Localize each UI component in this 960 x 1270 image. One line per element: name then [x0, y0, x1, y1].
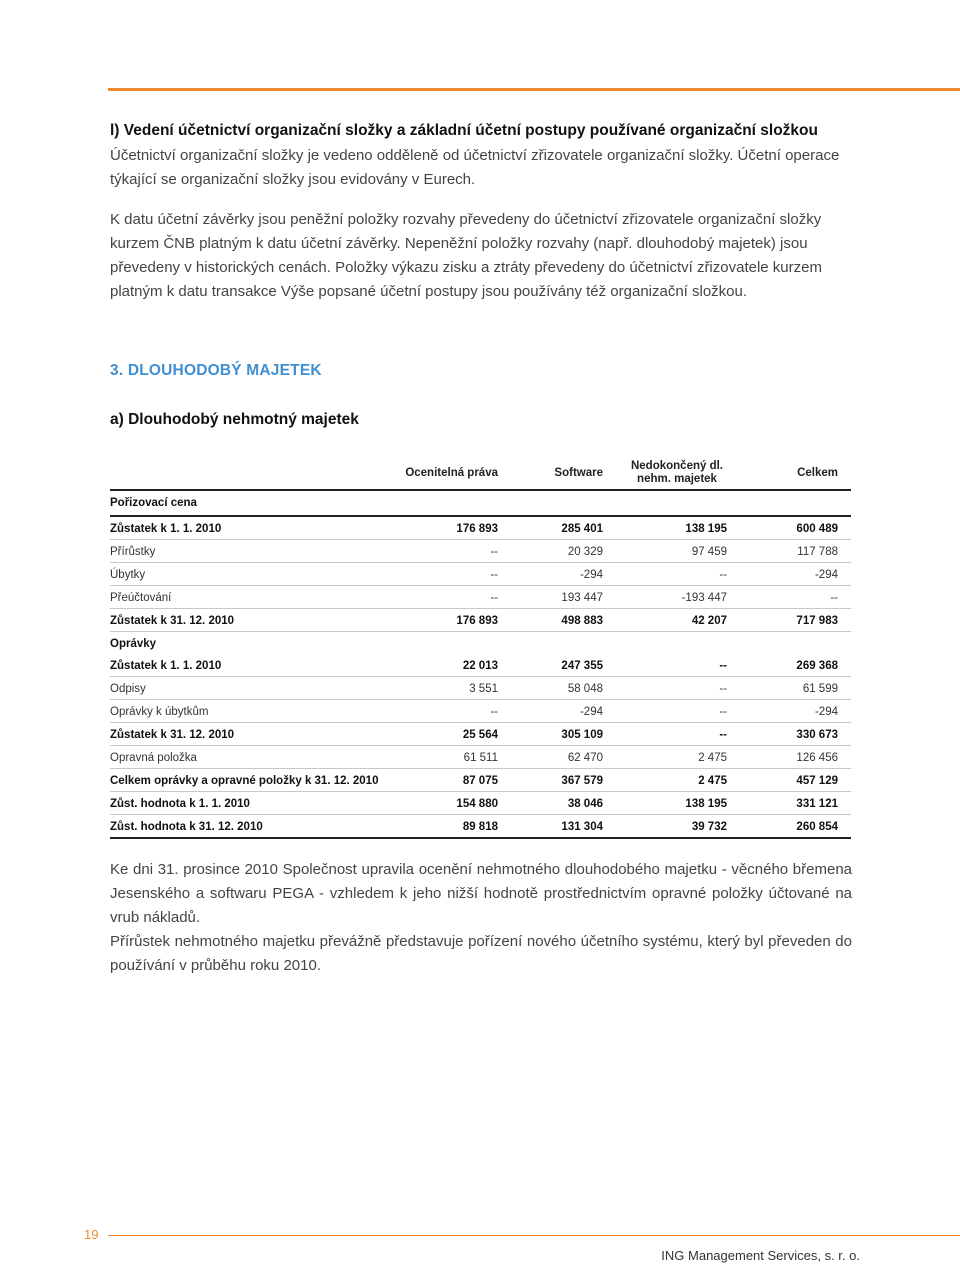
cell-value: 20 329 — [567, 546, 603, 558]
table-row — [110, 677, 851, 700]
row-label: Opravná položka — [110, 752, 197, 764]
paragraph-2: K datu účetní závěrky jsou peněžní položky rozvahy převedeny do účetnictví zřizovatele organizační složky kurzem ČNB platným k datu účetní závěrky. Nepeněžní položky rozvahy (např. dlouhodobý majetek) jsou převedeny v historických cenách. Položky výkazu zisku a ztráty převedeny do účetnictví zřizovatele kurzem platným k datu transakce Výše popsané účetní postupy jsou používány též organizační složkou. — [110, 211, 822, 300]
paragraph-1: Účetnictví organizační složky je vedeno odděleně od účetnictví zřizovatele organizační složky. Účetní operace týkající se organizační složky jsou evidovány v Eurech. — [110, 147, 840, 188]
cell-value: 367 579 — [561, 775, 603, 787]
cell-value: -294 — [814, 569, 838, 581]
table-row — [110, 815, 851, 839]
table-row — [110, 746, 851, 769]
row-label: Zůstatek k 1. 1. 2010 — [110, 660, 222, 672]
cell-value: 269 368 — [796, 660, 838, 672]
cell-value: 97 459 — [691, 546, 727, 558]
cell-value: 117 788 — [797, 546, 838, 558]
cell-value: 285 401 — [561, 523, 603, 535]
cell-value: -- — [719, 569, 727, 581]
cell-value: 193 447 — [561, 592, 603, 604]
row-label: Přeúčtování — [110, 592, 172, 604]
table-row — [110, 563, 851, 586]
cell-value: 331 121 — [796, 798, 838, 810]
table-row — [110, 769, 851, 792]
table-row — [110, 632, 851, 654]
cell-value: 3 551 — [469, 683, 498, 695]
table-row — [110, 586, 851, 609]
cell-value: -294 — [579, 706, 603, 718]
cell-value: 61 599 — [802, 683, 838, 695]
cell-value: 154 880 — [456, 798, 498, 810]
cell-value: 138 195 — [685, 523, 727, 535]
row-label: Úbytky — [110, 569, 146, 581]
footer-rule — [108, 1235, 960, 1236]
subheading: a) Dlouhodobý nehmotný majetek — [110, 411, 359, 428]
cell-value: 260 854 — [796, 821, 838, 833]
cell-value: 89 818 — [462, 821, 498, 833]
cell-value: 62 470 — [567, 752, 603, 764]
cell-value: 25 564 — [462, 729, 498, 741]
cell-value: 600 489 — [796, 523, 838, 535]
table-row — [110, 792, 851, 815]
cell-value: -- — [719, 660, 727, 672]
cell-value: -- — [490, 592, 498, 604]
row-label: Pořizovací cena — [110, 497, 197, 509]
row-label: Zůst. hodnota k 31. 12. 2010 — [110, 821, 263, 833]
cell-value: -- — [719, 729, 727, 741]
cell-value: -- — [490, 569, 498, 581]
row-label: Oprávky — [110, 638, 157, 650]
cell-value: 39 732 — [691, 821, 727, 833]
cell-value: -- — [490, 706, 498, 718]
table-body — [110, 491, 851, 839]
row-label: Zůstatek k 1. 1. 2010 — [110, 523, 222, 535]
cell-value: 42 207 — [691, 615, 727, 627]
top-rule — [108, 88, 960, 91]
cell-value: 61 511 — [463, 752, 498, 764]
cell-value: 305 109 — [561, 729, 603, 741]
table-row — [110, 609, 851, 632]
table-row — [110, 723, 851, 746]
cell-value: 247 355 — [561, 660, 603, 672]
row-label: Oprávky k úbytkům — [110, 706, 209, 718]
cell-value: -- — [830, 592, 838, 604]
table-row — [110, 491, 851, 517]
row-label: Celkem oprávky a opravné položky k 31. 12. 2010 — [110, 775, 379, 787]
cell-value: -- — [719, 706, 727, 718]
cell-value: 457 129 — [796, 775, 838, 787]
cell-value: 176 893 — [456, 615, 498, 627]
cell-value: 2 475 — [698, 752, 727, 764]
cell-value: 87 075 — [462, 775, 498, 787]
table-row — [110, 700, 851, 723]
row-label: Odpisy — [110, 683, 146, 695]
cell-value: 126 456 — [796, 752, 838, 764]
section-accounting-policies — [110, 120, 852, 304]
table-header — [110, 456, 851, 491]
table-row — [110, 654, 851, 677]
table-row — [110, 540, 851, 563]
note-paragraph-1: Ke dni 31. prosince 2010 Společnost upravila ocenění nehmotného dlouhodobého majetku - věcného břemena Jesenského a softwaru PEGA - vzhledem k jeho nižší hodnotě prostřednictvím opravné položky účtované na vrub nákladů. — [110, 861, 852, 926]
intangible-assets-table — [110, 456, 851, 839]
col-header-unfinished: Nedokončený dl. nehm. majetek — [630, 460, 724, 485]
table-row — [110, 517, 851, 540]
row-label: Zůst. hodnota k 1. 1. 2010 — [110, 798, 250, 810]
col-header-software: Software — [554, 467, 603, 479]
cell-value: -294 — [579, 569, 603, 581]
notes — [110, 858, 852, 978]
cell-value: 330 673 — [796, 729, 838, 741]
note-paragraph-2: Přírůstek nehmotného majetku převážně představuje pořízení nového účetního systému, který byl převeden do používání v průběhu roku 2010. — [110, 933, 852, 974]
row-label: Přírůstky — [110, 546, 156, 558]
col-header-total: Celkem — [797, 467, 838, 479]
cell-value: -193 447 — [681, 592, 727, 604]
cell-value: 176 893 — [456, 523, 498, 535]
cell-value: -- — [490, 546, 498, 558]
cell-value: 717 983 — [796, 615, 838, 627]
section-heading: l) Vedení účetnictví organizační složky a základní účetní postupy používané organizační složkou — [110, 122, 818, 139]
cell-value: 498 883 — [561, 615, 603, 627]
page-number: 19 — [84, 1227, 99, 1242]
cell-value: 38 046 — [567, 798, 603, 810]
cell-value: 131 304 — [561, 821, 603, 833]
row-label: Zůstatek k 31. 12. 2010 — [110, 729, 235, 741]
cell-value: 2 475 — [698, 775, 727, 787]
cell-value: -- — [719, 683, 727, 695]
cell-value: 58 048 — [567, 683, 603, 695]
cell-value: -294 — [814, 706, 838, 718]
row-label: Zůstatek k 31. 12. 2010 — [110, 615, 235, 627]
cell-value: 138 195 — [685, 798, 727, 810]
company-name: ING Management Services, s. r. o. — [661, 1248, 860, 1263]
cell-value: 22 013 — [462, 660, 498, 672]
chapter-title: 3. DLOUHODOBÝ MAJETEK — [110, 362, 322, 379]
col-header-rights: Ocenitelná práva — [405, 467, 498, 479]
